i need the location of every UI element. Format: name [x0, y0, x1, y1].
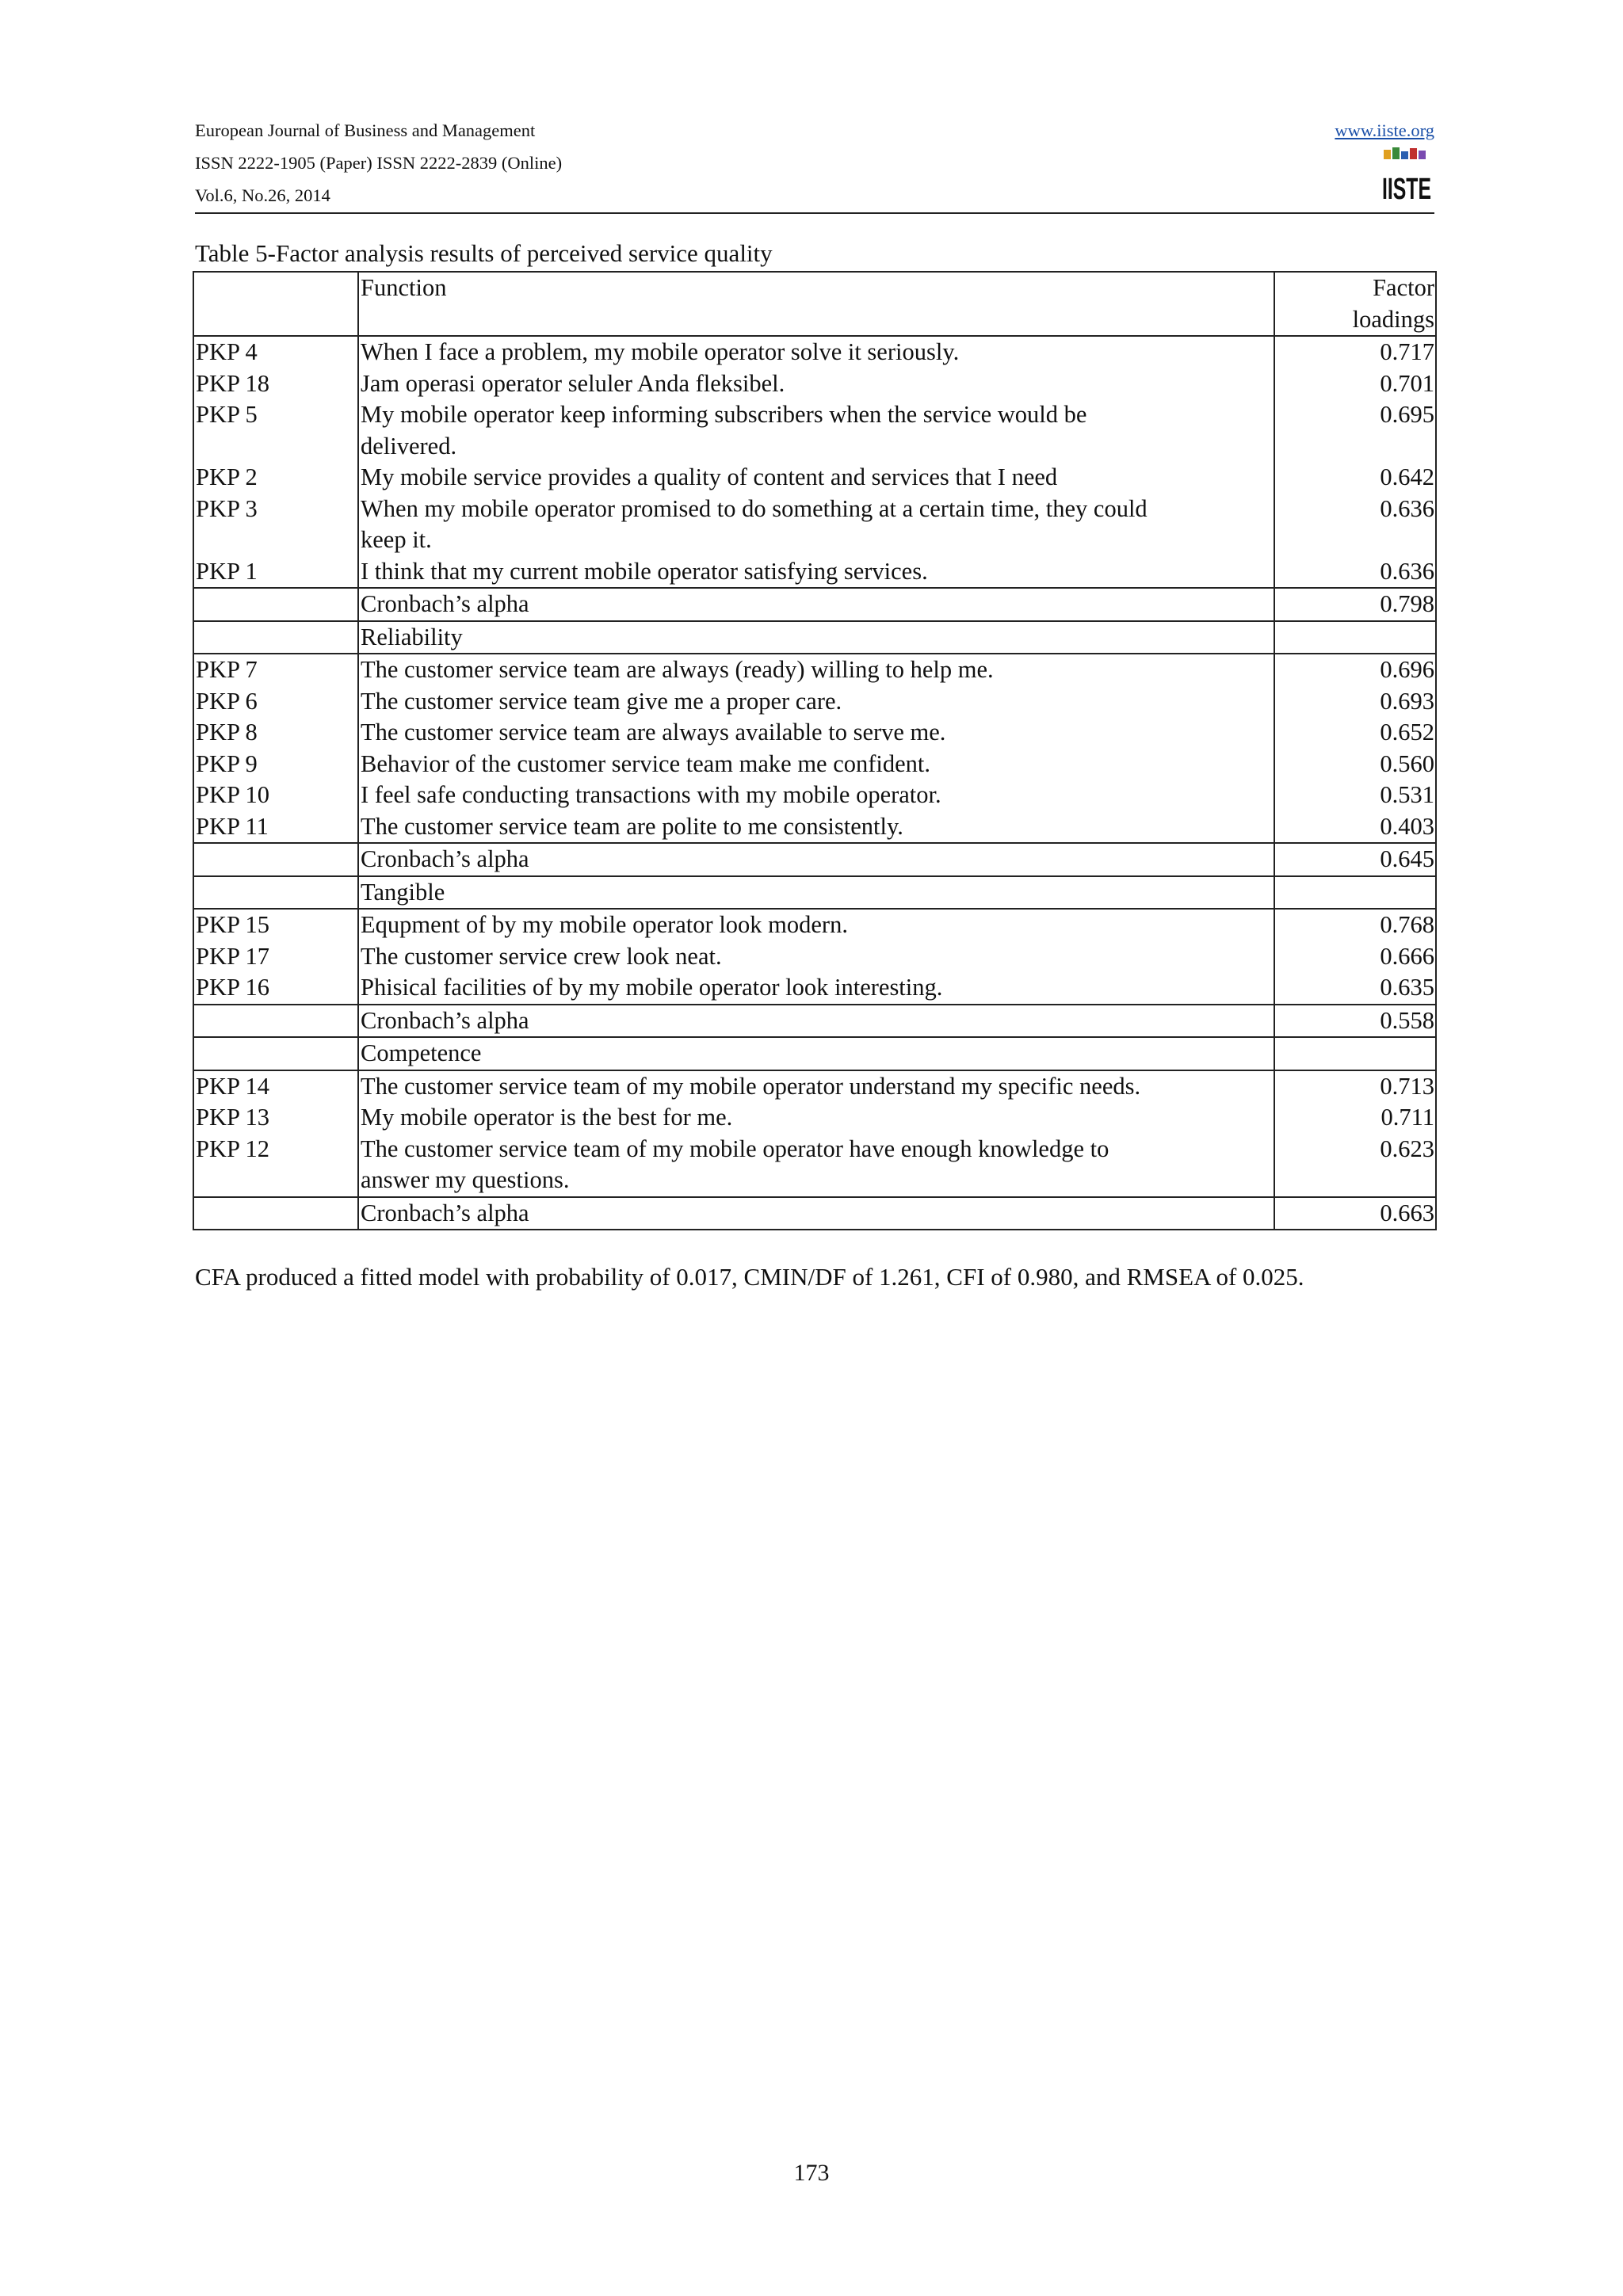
table-row — [193, 780, 1436, 811]
item-loading: 0.642 — [1274, 462, 1436, 494]
item-loading: 0.666 — [1274, 941, 1436, 973]
item-code: PKP 4 — [193, 336, 358, 368]
item-text-line: I feel safe conducting transactions with my mobile operator. — [361, 781, 941, 808]
page-header — [195, 114, 1434, 212]
cronbach-alpha-label: Cronbach’s alpha — [358, 588, 1274, 621]
item-code: PKP 10 — [193, 780, 358, 811]
item-text-line: My mobile operator keep informing subscribers when the service would be — [361, 401, 1087, 428]
page-number: 173 — [793, 2160, 830, 2186]
item-text — [358, 1134, 1274, 1197]
item-loading: 0.403 — [1274, 811, 1436, 844]
table-row — [193, 1102, 1436, 1134]
group-row-tangible — [193, 876, 1436, 910]
cronbach-alpha-label: Cronbach’s alpha — [358, 1005, 1274, 1038]
item-loading: 0.717 — [1274, 336, 1436, 368]
cronbach-alpha-row — [193, 1005, 1436, 1038]
item-text — [358, 462, 1274, 494]
item-text-line: Phisical facilities of by my mobile operator look interesting. — [361, 974, 943, 1001]
group-code-cell — [193, 876, 358, 910]
item-loading: 0.531 — [1274, 780, 1436, 811]
cronbach-alpha-label: Cronbach’s alpha — [358, 843, 1274, 876]
item-text-line: Behavior of the customer service team make me confident. — [361, 749, 931, 777]
item-code: PKP 3 — [193, 494, 358, 556]
item-loading: 0.652 — [1274, 717, 1436, 749]
group-code-cell — [193, 621, 358, 654]
item-code: PKP 11 — [193, 811, 358, 844]
table-row — [193, 717, 1436, 749]
item-loading: 0.560 — [1274, 749, 1436, 780]
item-text-line: My mobile operator is the best for me. — [361, 1104, 733, 1131]
item-text-line-2: delivered. — [361, 432, 457, 460]
item-text — [358, 811, 1274, 844]
item-text-line: When I face a problem, my mobile operator solve it seriously. — [361, 338, 960, 365]
item-code: PKP 18 — [193, 368, 358, 400]
item-text-line-2: answer my questions. — [361, 1166, 570, 1193]
item-code: PKP 6 — [193, 686, 358, 718]
item-text-line: The customer service team of my mobile operator understand my specific needs. — [361, 1072, 1141, 1100]
item-code: PKP 17 — [193, 941, 358, 973]
group-loading-cell — [1274, 876, 1436, 910]
table-row — [193, 654, 1436, 686]
header-factor-loadings — [1274, 272, 1436, 336]
table-row — [193, 399, 1436, 462]
item-loading: 0.623 — [1274, 1134, 1436, 1197]
item-code: PKP 14 — [193, 1070, 358, 1103]
header-divider — [195, 212, 1434, 214]
table-caption: Table 5-Factor analysis results of perceived service quality — [195, 239, 773, 267]
cronbach-alpha-row — [193, 1197, 1436, 1230]
item-text-line: The customer service team are polite to me consistently. — [361, 812, 903, 840]
item-text-line: When my mobile operator promised to do something at a certain time, they could — [361, 494, 1148, 522]
item-text — [358, 749, 1274, 780]
item-loading: 0.701 — [1274, 368, 1436, 400]
table-row — [193, 686, 1436, 718]
item-loading: 0.696 — [1274, 654, 1436, 686]
table-row — [193, 336, 1436, 368]
item-text — [358, 336, 1274, 368]
item-text-line: Equpment of by my mobile operator look modern. — [361, 911, 848, 938]
item-text-line: My mobile service provides a quality of content and services that I need — [361, 463, 1058, 490]
svg-text:IISTE: IISTE — [1382, 173, 1431, 206]
alpha-code-cell — [193, 843, 358, 876]
item-code: PKP 2 — [193, 462, 358, 494]
cronbach-alpha-value: 0.558 — [1274, 1005, 1436, 1038]
iiste-logo — [1381, 147, 1433, 206]
item-text — [358, 686, 1274, 718]
group-row-reliability — [193, 621, 1436, 654]
group-name: Tangible — [358, 876, 1274, 910]
table-row — [193, 1070, 1436, 1103]
cronbach-alpha-value: 0.645 — [1274, 843, 1436, 876]
table-row — [193, 909, 1436, 941]
item-code: PKP 16 — [193, 972, 358, 1005]
table-row — [193, 972, 1436, 1005]
item-text-line: I think that my current mobile operator satisfying services. — [361, 557, 928, 585]
item-code: PKP 15 — [193, 909, 358, 941]
group-name: Competence — [358, 1037, 1274, 1070]
group-loading-cell — [1274, 1037, 1436, 1070]
group-code-cell — [193, 1037, 358, 1070]
item-code: PKP 12 — [193, 1134, 358, 1197]
table-row — [193, 1134, 1436, 1197]
item-text — [358, 909, 1274, 941]
item-text-line-2: keep it. — [361, 526, 432, 553]
item-text — [358, 556, 1274, 589]
header-function: Function — [358, 272, 1274, 336]
header-code-cell — [193, 272, 358, 336]
item-loading: 0.695 — [1274, 399, 1436, 462]
item-loading: 0.768 — [1274, 909, 1436, 941]
factor-table — [193, 271, 1437, 1230]
item-text-line: The customer service team give me a proper care. — [361, 687, 842, 715]
item-text — [358, 780, 1274, 811]
item-text-line: The customer service team are always available to serve me. — [361, 719, 946, 746]
item-code: PKP 7 — [193, 654, 358, 686]
item-loading: 0.636 — [1274, 556, 1436, 589]
item-loading: 0.693 — [1274, 686, 1436, 718]
item-loading: 0.711 — [1274, 1102, 1436, 1134]
item-text — [358, 494, 1274, 556]
item-text — [358, 717, 1274, 749]
table-row — [193, 462, 1436, 494]
item-text — [358, 654, 1274, 686]
item-loading: 0.713 — [1274, 1070, 1436, 1103]
item-text — [358, 1070, 1274, 1103]
item-code: PKP 13 — [193, 1102, 358, 1134]
table-row — [193, 556, 1436, 589]
cronbach-alpha-value: 0.663 — [1274, 1197, 1436, 1230]
group-row-competence — [193, 1037, 1436, 1070]
journal-url-link[interactable]: www.iiste.org — [1335, 120, 1434, 140]
item-text-line: Jam operasi operator seluler Anda fleksibel. — [361, 369, 785, 397]
item-code: PKP 9 — [193, 749, 358, 780]
item-code: PKP 1 — [193, 556, 358, 589]
journal-name: European Journal of Business and Management — [195, 120, 536, 140]
item-text — [358, 368, 1274, 400]
item-loading: 0.635 — [1274, 972, 1436, 1005]
item-code: PKP 5 — [193, 399, 358, 462]
item-loading: 0.636 — [1274, 494, 1436, 556]
alpha-code-cell — [193, 1197, 358, 1230]
item-text — [358, 972, 1274, 1005]
group-name: Reliability — [358, 621, 1274, 654]
item-text-line: The customer service team are always (ready) willing to help me. — [361, 656, 994, 683]
cronbach-alpha-row — [193, 843, 1436, 876]
item-text — [358, 941, 1274, 973]
alpha-code-cell — [193, 1005, 358, 1038]
issn-line: ISSN 2222-1905 (Paper) ISSN 2222-2839 (Online) — [195, 153, 563, 173]
cronbach-alpha-value: 0.798 — [1274, 588, 1436, 621]
alpha-code-cell — [193, 588, 358, 621]
cronbach-alpha-row — [193, 588, 1436, 621]
group-loading-cell — [1274, 621, 1436, 654]
item-text-line: The customer service crew look neat. — [361, 942, 722, 970]
item-text — [358, 399, 1274, 462]
volume-line: Vol.6, No.26, 2014 — [195, 185, 330, 205]
header-loadings: loadings — [1352, 305, 1434, 333]
item-code: PKP 8 — [193, 717, 358, 749]
item-text — [358, 1102, 1274, 1134]
item-text-line: The customer service team of my mobile operator have enough knowledge to — [361, 1135, 1109, 1162]
cronbach-alpha-label: Cronbach’s alpha — [358, 1197, 1274, 1230]
table-header-row — [193, 272, 1436, 336]
table-row — [193, 494, 1436, 556]
table-row — [193, 368, 1436, 400]
header-factor: Factor — [1373, 274, 1434, 301]
cfa-note: CFA produced a fitted model with probability of 0.017, CMIN/DF of 1.261, CFI of 0.980, and RMSEA of 0.025. — [195, 1263, 1304, 1291]
table-row — [193, 811, 1436, 844]
table-row — [193, 941, 1436, 973]
table-row — [193, 749, 1436, 780]
